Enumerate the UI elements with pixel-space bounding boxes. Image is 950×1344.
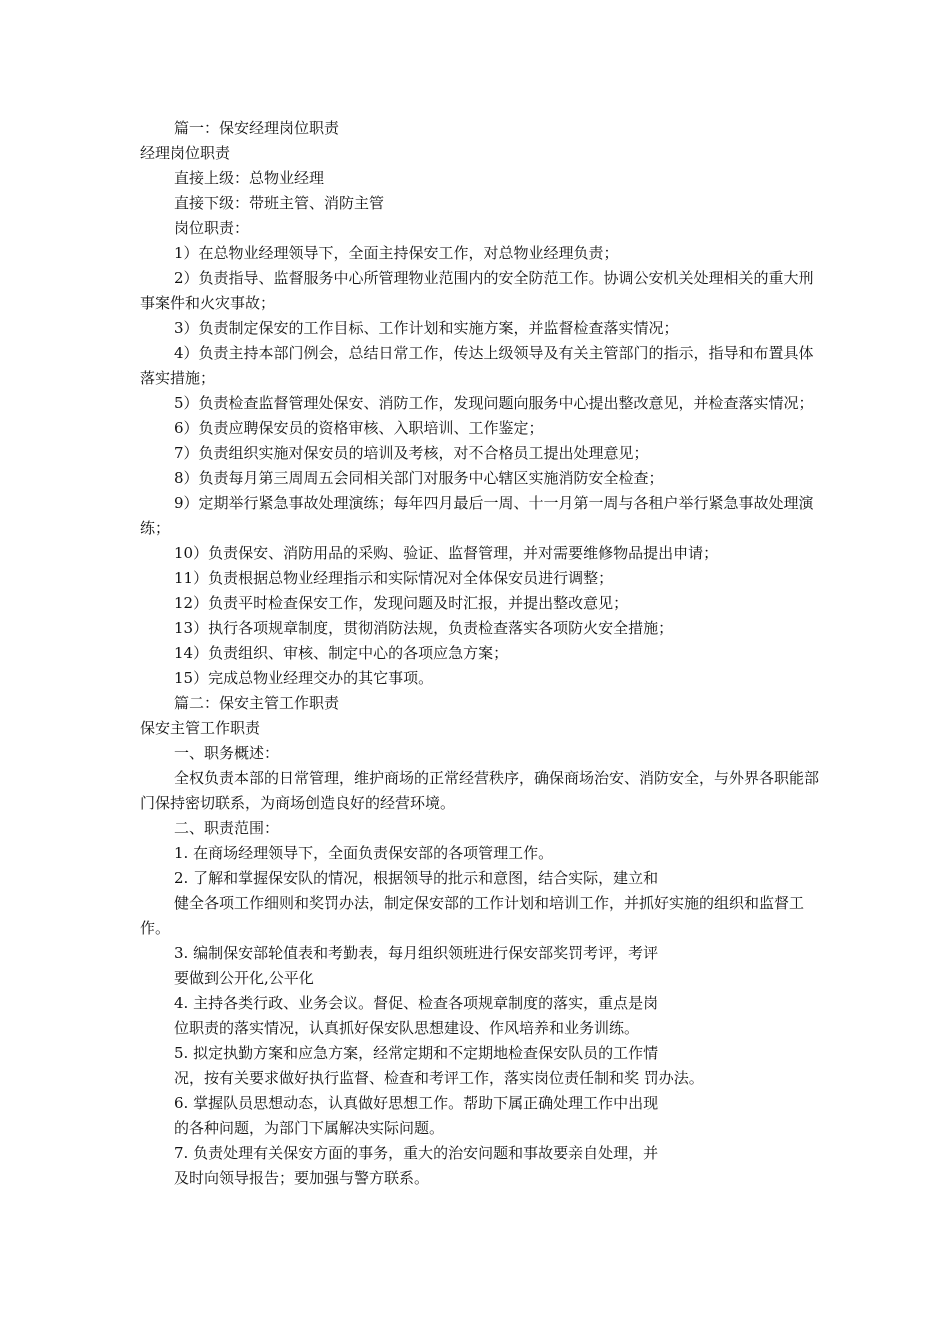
duty-item: 14）负责组织、审核、制定中心的各项应急方案； xyxy=(174,644,509,662)
scope-item: 6. 掌握队员思想动态，认真做好思想工作。帮助下属正确处理工作中出现 xyxy=(174,1094,659,1112)
scope-item: 2. 了解和掌握保安队的情况，根据领导的批示和意图，结合实际，建立和 xyxy=(174,869,659,887)
part2-title: 篇二：保安主管工作职责 xyxy=(174,694,340,712)
scope-item: 5. 拟定执勤方案和应急方案，经常定期和不定期地检查保安队员的工作情 xyxy=(174,1044,659,1062)
scope-item: 3. 编制保安部轮值表和考勤表，每月组织领班进行保安部奖罚考评，考评 xyxy=(174,944,659,962)
scope-item-continued: 及时向领导报告；要加强与警方联系。 xyxy=(174,1169,430,1187)
duty-item: 15）完成总物业经理交办的其它事项。 xyxy=(174,669,434,687)
duty-item: 12）负责平时检查保安工作，发现问题及时汇报，并提出整改意见； xyxy=(174,594,629,612)
scope-item-continued: 况，按有关要求做好执行监督、检查和考评工作，落实岗位责任制和奖 罚办法。 xyxy=(174,1069,704,1087)
duty-item: 3）负责制定保安的工作目标、工作计划和实施方案，并监督检查落实情况； xyxy=(174,319,679,337)
duties-label: 岗位职责： xyxy=(174,219,250,237)
duty-item: 4）负责主持本部门例会，总结日常工作，传达上级领导及有关主管部门的指示，指导和布置具体落实措施； xyxy=(140,344,814,387)
duty-item: 9）定期举行紧急事故处理演练；每年四月最后一周、十一月第一周与各租户举行紧急事故处理演练； xyxy=(140,494,814,537)
part2-heading: 保安主管工作职责 xyxy=(140,719,261,737)
part1-heading: 经理岗位职责 xyxy=(140,144,231,162)
duty-item: 11）负责根据总物业经理指示和实际情况对全体保安员进行调整； xyxy=(174,569,614,587)
part1-title: 篇一：保安经理岗位职责 xyxy=(174,119,340,137)
scope-item-continued: 健全各项工作细则和奖罚办法，制定保安部的工作计划和培训工作，并抓好实施的组织和监督工作。 xyxy=(140,894,805,937)
scope-item-continued: 位职责的落实情况，认真抓好保安队思想建设、作风培养和业务训练。 xyxy=(174,1019,640,1037)
scope-item-continued: 要做到公开化,公平化 xyxy=(174,969,314,987)
duty-item: 7）负责组织实施对保安员的培训及考核，对不合格员工提出处理意见； xyxy=(174,444,649,462)
scope-item: 4. 主持各类行政、业务会议。督促、检查各项规章制度的落实，重点是岗 xyxy=(174,994,659,1012)
overview-label: 一、职务概述： xyxy=(174,744,280,762)
duty-item: 1）在总物业经理领导下，全面主持保安工作，对总物业经理负责； xyxy=(174,244,619,262)
scope-item: 7. 负责处理有关保安方面的事务，重大的治安问题和事故要亲自处理，并 xyxy=(174,1144,659,1162)
overview-text: 全权负责本部的日常管理，维护商场的正常经营秩序，确保商场治安、消防安全，与外界各职能部门保持密切联系，为商场创造良好的经营环境。 xyxy=(140,769,820,812)
document-page xyxy=(140,116,820,1191)
scope-label: 二、职责范围： xyxy=(174,819,280,837)
duty-item: 10）负责保安、消防用品的采购、验证、监督管理，并对需要维修物品提出申请； xyxy=(174,544,719,562)
duty-item: 2）负责指导、监督服务中心所管理物业范围内的安全防范工作。协调公安机关处理相关的重大刑事案件和火灾事故； xyxy=(140,269,814,312)
superior-line: 直接上级：总物业经理 xyxy=(174,169,325,187)
subordinate-line: 直接下级：带班主管、消防主管 xyxy=(174,194,385,212)
scope-item-continued: 的各种问题，为部门下属解决实际问题。 xyxy=(174,1119,445,1137)
scope-item: 1. 在商场经理领导下，全面负责保安部的各项管理工作。 xyxy=(174,844,554,862)
duty-item: 13）执行各项规章制度，贯彻消防法规，负责检查落实各项防火安全措施； xyxy=(174,619,674,637)
duty-item: 5）负责检查监督管理处保安、消防工作，发现问题向服务中心提出整改意见，并检查落实情况； xyxy=(174,394,814,412)
duty-item: 6）负责应聘保安员的资格审核、入职培训、工作鉴定； xyxy=(174,419,544,437)
duty-item: 8）负责每月第三周周五会同相关部门对服务中心辖区实施消防安全检查； xyxy=(174,469,664,487)
